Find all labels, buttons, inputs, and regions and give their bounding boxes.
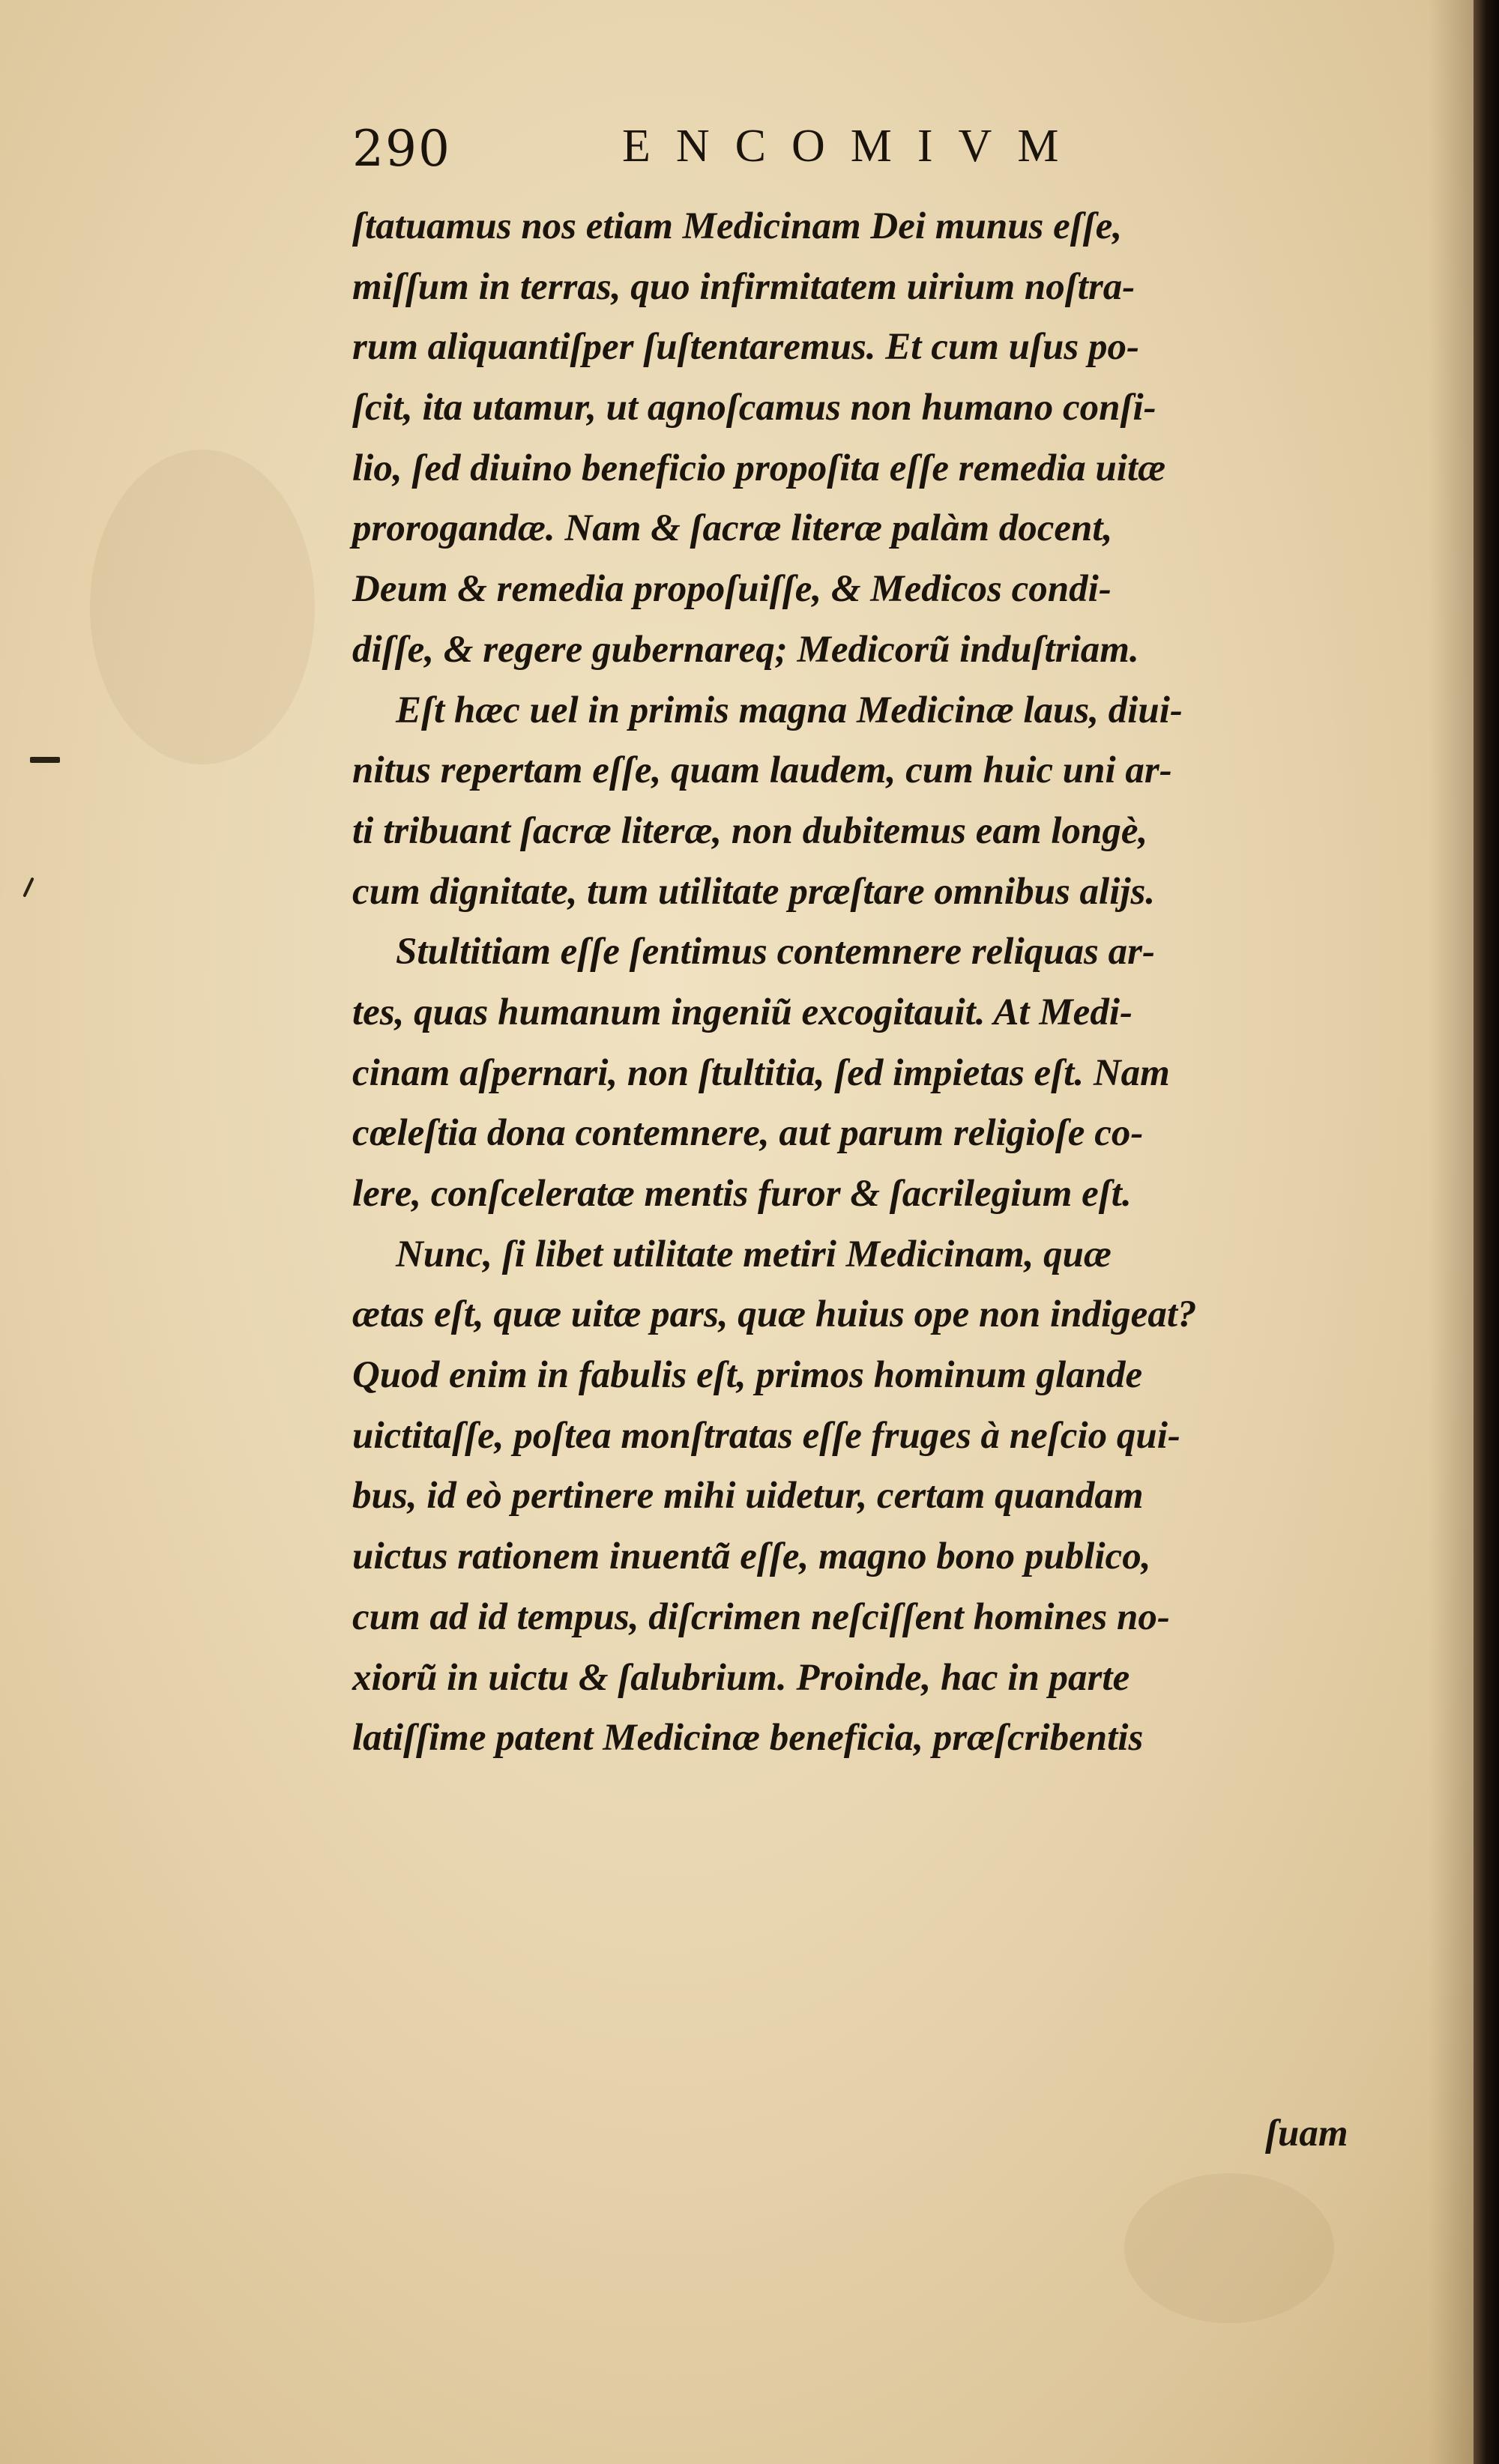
text-line: prorogandæ. Nam & ſacræ literæ palàm docent,	[352, 507, 1113, 550]
text-line: Quod enim in fabulis eſt, primos hominum glande	[352, 1354, 1143, 1397]
margin-mark	[30, 757, 60, 763]
text-line: miſſum in terras, quo infirmitatem uirium noſtra-	[352, 265, 1135, 308]
text-line: nitus repertam eſſe, quam laudem, cum huic uni ar-	[352, 749, 1172, 792]
text-line: cum dignitate, tum utilitate præſtare omnibus alijs.	[352, 870, 1156, 913]
text-line: ſtatuamus nos etiam Medicinam Dei munus eſſe,	[352, 205, 1123, 247]
text-line: tes, quas humanum ingeniũ excogitauit. At Medi-	[352, 991, 1132, 1033]
paper-stain	[90, 450, 315, 764]
text-line: Deum & remedia propoſuiſſe, & Medicos condi-	[352, 568, 1112, 611]
text-line: ætas eſt, quæ uitæ pars, quæ huius ope non indigeat?	[352, 1293, 1197, 1336]
page-header-title: ENCOMIVM	[622, 121, 1085, 172]
text-line: cum ad id tempus, diſcrimen neſciſſent homines no-	[352, 1595, 1170, 1638]
text-line: ti tribuant ſacræ literæ, non dubitemus eam longè,	[352, 809, 1148, 852]
text-line: Stultitiam eſſe ſentimus contemnere reliquas ar-	[396, 931, 1155, 973]
text-line: cœleſtia dona contemnere, aut parum religioſe co-	[352, 1112, 1144, 1155]
gutter-shadow	[1429, 0, 1474, 2464]
text-line: ſcit, ita utamur, ut agnoſcamus non humano conſi-	[352, 387, 1156, 429]
text-line: rum aliquantiſper ſuſtentaremus. Et cum uſus po-	[352, 326, 1139, 369]
text-line: Eſt hæc uel in primis magna Medicinæ laus, diui-	[396, 689, 1183, 731]
text-line: lere, conſceleratæ mentis furor & ſacrilegium eſt.	[352, 1173, 1132, 1215]
body-text	[352, 196, 1379, 1769]
text-line: uictitaſſe, poſtea monſtratas eſſe fruges à neſcio qui-	[352, 1414, 1180, 1457]
text-line: xiorũ in uictu & ſalubrium. Proinde, hac in parte	[352, 1656, 1130, 1699]
paper-stain	[1124, 2173, 1334, 2323]
running-head	[352, 120, 1237, 187]
text-line: uictus rationem inuentã eſſe, magno bono publico,	[352, 1536, 1151, 1578]
text-line: lio, ſed diuino beneficio propoſita eſſe remedia uitæ	[352, 447, 1166, 489]
binding-edge	[1474, 0, 1499, 2464]
text-line: bus, id eò pertinere mihi uidetur, certam quandam	[352, 1475, 1144, 1518]
text-line: latiſſime patent Medicinæ beneficia, præſcribentis	[352, 1717, 1144, 1760]
catchword: ſuam	[1265, 2113, 1348, 2155]
text-line: cinam aſpernari, non ſtultitia, ſed impietas eſt. Nam	[352, 1051, 1170, 1094]
text-line: diſſe, & regere gubernareq; Medicorũ induſtriam.	[352, 628, 1139, 671]
page-number: 290	[352, 120, 451, 178]
text-line: Nunc, ſi libet utilitate metiri Medicinam, quæ	[396, 1233, 1112, 1275]
